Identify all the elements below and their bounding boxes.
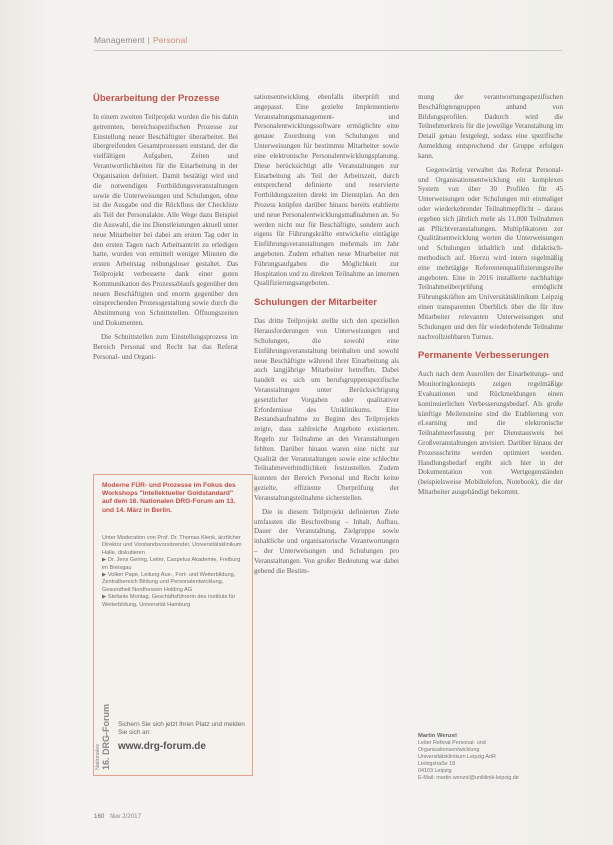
page-footer (94, 813, 141, 820)
logo-text: DRG-Forum (101, 703, 111, 755)
heading-schulungen: Schulungen der Mitarbeiter (254, 297, 377, 309)
paragraph: In einem zweiten Teilprojekt wurden die bis dahin getrennten, bereichsspezifischen Prozesse zur Einstellung neuer Beschäftigter überarbeitet. Bei übergreifenden Gesamtprozessen entstand, der die vielfältigen Aufgaben, Zeiten und Verantwortlichkeiten für die Einarbeitung in der Organisation definiert. Damit bestätigt wird und die notwendigen Fortbildungsveranstaltungen sowie die Unterweisungen und Schulungen, ohne ist die Ausgabe und die Rückfluss der Checkliste als Teil der Personalakte. Alle Wege dazu Beispiel die Auswahl, die ins Dienstleistungen aktuell unter neue Mitarbeiter bei dabei am ersten Tag oder in den ersten Tagen nach Arbeitsantritt zu erledigen hatte, wurden von ermittelt weniger Minuten die ersten Arbeitstag reibungsloser gestaltet. Das Teilprojekt verbesserte dank einer guten Kommunikation des Prozessablaufs gegenüber den neuen Beschäftigten und enorm gegenüber den einsprechenden Prozessgestaltung sowie durch die Abstimmung von Schnittstellen. Öffnungszeiten und Dokumenten. (93, 113, 238, 328)
drg-forum-logo (95, 704, 111, 770)
paragraph: Auch nach dem Ausrollen der Einarbeitungs- und Monitoringkonzepts zeigen regelmäßige Evaluationen und Rückmeldungen einen kontinuierlichen Verbesserungsbedarf. Als große künftige Meilensteine sind die Etablierung von eLearning und die elektronische Teilnahmeerfassung per Dienstausweis bei Großveranstaltungen anvisiert. Darüber hinaus der Prozessschritte werden optimiert werden. Handlungsbedarf ergibt sich hier in der Dokumentation von Wertgegenständen (beispielsweise Mobiltelefon, Notebook), die der Mitarbeiter ausgehändigt bekommt. (418, 370, 563, 497)
box-heading: Moderne FÜR- und Prozesse im Fokus des Workshops "Intellektueller Goldstandard" auf dem 16. Nationalen DRG-Forum am 13. und 14. März in Berlin. (102, 482, 236, 514)
drg-forum-box (93, 474, 253, 776)
header-separator: | (147, 35, 150, 45)
author-line: Universitätsklinikum Leipzig AöR (418, 754, 496, 760)
paragraph: Die in diesem Teilprojekt definierten Ziele umfassten die Beschreibung – Inhalt, Aufbau, Dauer der Veranstaltung, Zielgruppe sowie inhaltliche und organisatorische Verantwortungen – der Unterweisungen und Schulungen pro Veranstaltungen. Von großer Bedeutung war dabei gebend die Bestim- (254, 507, 399, 575)
paragraph: mung der verantwortungsspezifischen Beschäftigtengruppen anhand von Bildungsprofilen. Dadurch wird die Teilnehmerkreis für die jeweilige Veranstaltung im Detail genau festgelegt, sodass eine spezifische Anmeldung entsprechend der Gruppe erfolgen kann. (418, 93, 563, 160)
box-intro: Unter Moderation von Prof. Dr. Thomas Klenk, ärztlicher Direktor und Vorstandsvorsitzender, Universitätsklinikum Halle, diskutieren (102, 535, 242, 556)
paragraph: Gegenwärtig verwaltet das Referat Personal- und Organisationsentwicklung ein komplexes System von über 30 Profilen für 45 Unterweisungen oder Schulungen mit einmaliger oder wiederkehrender Teilnahmepflicht – daraus ergeben sich jährlich mehr als 11.000 Teilnahmen an Pflichtveranstaltungen. Multiplikatoren zur Qualitätsentwicklung werten die Unterweisungen und Schulungen inhaltlich und didaktisch-methodisch auf. Hierzu wird intern regelmäßig eine mehrtägige Referentenqualifizierungsreihe angeboten. Eine in 2016 installierte nachhaltige Teilnahmeüberprüfung ermöglicht Führungskräften am Universitätsklinikum Leipzig einen transparenten Überblick über die für ihre Mitarbeiter relevanten Unterweisungen und Schulungen und den für wiederholende Teilnahme nachvollziehbaren Turnus. (418, 165, 563, 341)
paragraph: Die Schnittstellen zum Einstellungsprozess im Bereich Personal und Recht hat das Referat Personal- und Organi- (93, 332, 238, 361)
logo-small-text: Nationales (95, 744, 101, 770)
page-number: 160 (94, 813, 105, 820)
running-header (94, 35, 187, 45)
column-2 (254, 93, 399, 580)
footer-label: f&w 2/2017 (110, 813, 142, 820)
paragraph: Das dritte Teilprojekt stellte sich den speziellen Herausforderungen von Unterweisungen und Schulungen, die sowohl eine Einführungsveranstaltung beinhalten und sowohl neue Beschäftigte während ihrer Einarbeitung als auch langjährige Mitarbeiter betreffen. Dabei handelt es sich um berufsgruppenspezifische Veranstaltungen unter Berücksichtigung gesetzlicher Vorgaben oder qualitativer Erfordernisse des Uniklinikums. Eine Bestandsaufnahme zu Beginn des Teilprojekts zeigte, dass zahlreiche Angebote existierten. Regeln zur Teilnahme an den Veranstaltungen fehlten. Darüber hinaus waren eine nicht zur Qualität der Veranstaltungen sowie eine schlechte Teilnahmeverbindlichkeit festzustellen. Zudem konnten der Bereich Personal und Recht keine gezielte, effiziente Überprüfung der Veranstaltungsteilnahme sicherstellen. (254, 317, 399, 502)
header-section: Management (94, 35, 145, 45)
heading-prozesse: Überarbeitung der Prozesse (93, 93, 220, 104)
author-info (418, 733, 563, 782)
author-line: Leiter Referat Personal- und (418, 740, 486, 746)
author-email: E-Mail: martin.wenzel@uniklinik-leipzig.de (418, 775, 519, 781)
box-body (102, 535, 244, 609)
column-3 (418, 93, 563, 502)
box-speaker: ▶ Volker Pape, Leitung Aus-, Fort- und Weiterbildung, Zentralbereich Bildung und Personalentwicklung, Gesundheit Nordhessen Holding AG (102, 572, 236, 593)
author-line: 04103 Leipzig (418, 768, 452, 774)
box-url-link[interactable]: www.drg-forum.de (118, 741, 206, 752)
author-line: Organisationsentwicklung (418, 747, 480, 753)
header-rule (94, 50, 562, 51)
column-1 (93, 93, 238, 366)
heading-verbesserungen: Permanente Verbesserungen (418, 350, 549, 362)
author-line: Liebigstraße 18 (418, 761, 456, 767)
box-cta: Sichern Sie sich jetzt Ihren Platz und melden Sie sich an: (118, 721, 245, 736)
author-name: Martin Wenzel (418, 733, 457, 739)
header-subsection: Personal (152, 35, 188, 45)
box-speaker: ▶ Stefanie Montag, Geschäftsführerin des Instituts für Weiterbildung, Universität Hamburg (102, 594, 236, 608)
logo-number: 16. (101, 757, 111, 770)
box-speaker: ▶ Dr. Jens Gering, Leiter, Caspetus Akademie, Freiburg im Breisgau (102, 557, 241, 571)
paragraph: sationsentwicklung ebenfalls überprüft und angepasst. Eine gezielte Implementierte Veranstaltungsmanagement- und Personalentwicklungssoftware ermöglichte eine genaue Zuordnung von Schulungen und Unterweisungen für bestimmte Mitarbeiter sowie eine elektronische Personalentwicklungsplanung. Diese berücksichtigt alle Veranstaltungen zur Einarbeitung als Teil der Arbeitszeit, durch entsprechend definierte und reservierte Fortbildungszeiten direkt im Dienstplan. An den Prozess knüpfen darüber hinaus bereits etablierte und neue Personalentwicklungsmaßnahmen an. So werden nicht nur für Beschäftigte, sondern auch eigens für Führungskräfte entwickelte eintägige Einführungsveranstaltungen mehrmals im Jahr angeboten. Zudem erhalten neue Mitarbeiter mit Führungsaufgaben die Möglichkeit zur Hospitation und zu direkten Teilnahme an internen Qualifizierungsangeboten. (254, 93, 399, 288)
